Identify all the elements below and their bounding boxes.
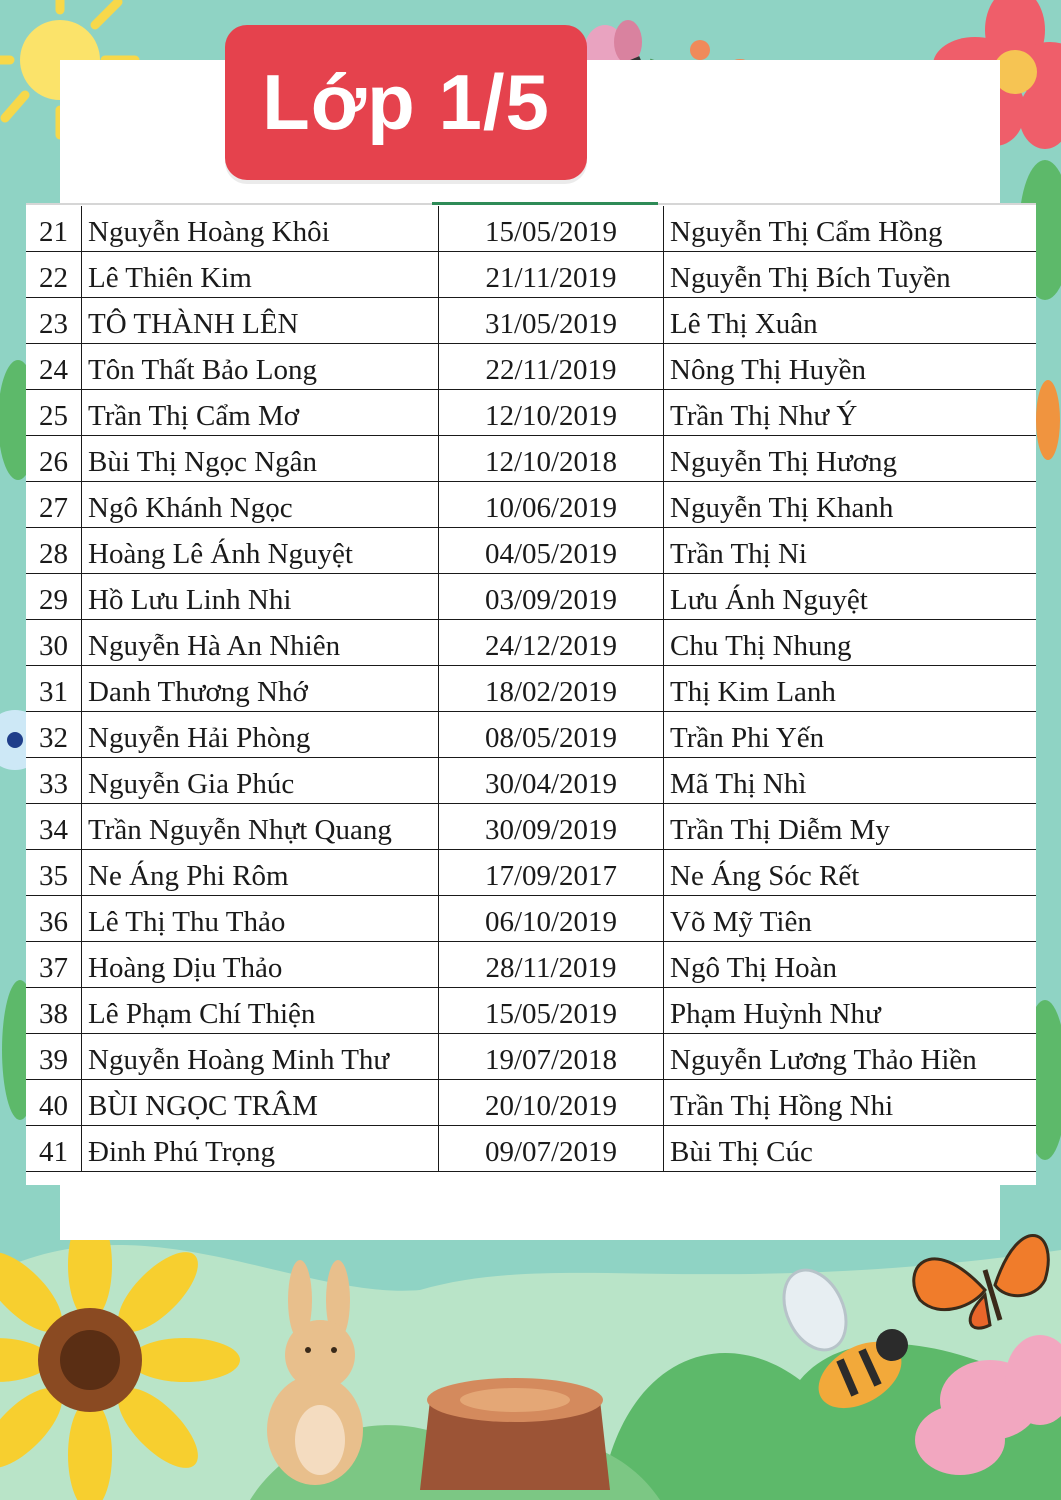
table-row bbox=[26, 988, 1036, 1034]
parent-name-cell[interactable]: Chu Thị Nhung bbox=[664, 620, 1037, 666]
student-name-cell[interactable]: Nguyễn Gia Phúc bbox=[82, 758, 439, 804]
student-name-cell[interactable]: Ngô Khánh Ngọc bbox=[82, 482, 439, 528]
class-title-badge bbox=[225, 25, 587, 180]
parent-name-cell[interactable]: Trần Thị Như Ý bbox=[664, 390, 1037, 436]
student-name-cell[interactable]: Nguyễn Hà An Nhiên bbox=[82, 620, 439, 666]
birth-date-cell[interactable]: 03/09/2019 bbox=[439, 574, 664, 620]
student-name-cell[interactable]: Tôn Thất Bảo Long bbox=[82, 344, 439, 390]
row-number-cell[interactable]: 27 bbox=[26, 482, 82, 528]
row-number-cell[interactable]: 25 bbox=[26, 390, 82, 436]
birth-date-cell[interactable]: 15/05/2019 bbox=[439, 206, 664, 252]
student-name-cell[interactable]: Hoàng Lê Ánh Nguyệt bbox=[82, 528, 439, 574]
student-name-cell[interactable]: Nguyễn Hoàng Minh Thư bbox=[82, 1034, 439, 1080]
birth-date-cell[interactable]: 12/10/2018 bbox=[439, 436, 664, 482]
student-name-cell[interactable]: Nguyễn Hải Phòng bbox=[82, 712, 439, 758]
birth-date-cell[interactable]: 12/10/2019 bbox=[439, 390, 664, 436]
birth-date-cell[interactable]: 24/12/2019 bbox=[439, 620, 664, 666]
parent-name-cell[interactable]: Trần Thị Ni bbox=[664, 528, 1037, 574]
table-row bbox=[26, 666, 1036, 712]
student-name-cell[interactable]: Danh Thương Nhớ bbox=[82, 666, 439, 712]
table-row bbox=[26, 1126, 1036, 1172]
student-name-cell[interactable]: BÙI NGỌC TRÂM bbox=[82, 1080, 439, 1126]
parent-name-cell[interactable]: Ngô Thị Hoàn bbox=[664, 942, 1037, 988]
row-number-cell[interactable]: 41 bbox=[26, 1126, 82, 1172]
birth-date-cell[interactable]: 22/11/2019 bbox=[439, 344, 664, 390]
student-name-cell[interactable]: TÔ THÀNH LÊN bbox=[82, 298, 439, 344]
table-row bbox=[26, 252, 1036, 298]
parent-name-cell[interactable]: Nguyễn Thị Khanh bbox=[664, 482, 1037, 528]
row-number-cell[interactable]: 30 bbox=[26, 620, 82, 666]
parent-name-cell[interactable]: Nguyễn Lương Thảo Hiền bbox=[664, 1034, 1037, 1080]
parent-name-cell[interactable]: Nguyễn Thị Bích Tuyền bbox=[664, 252, 1037, 298]
table-row bbox=[26, 390, 1036, 436]
birth-date-cell[interactable]: 09/07/2019 bbox=[439, 1126, 664, 1172]
row-number-cell[interactable]: 28 bbox=[26, 528, 82, 574]
cell-selection-marker bbox=[432, 202, 658, 205]
birth-date-cell[interactable]: 21/11/2019 bbox=[439, 252, 664, 298]
parent-name-cell[interactable]: Lưu Ánh Nguyệt bbox=[664, 574, 1037, 620]
table-row bbox=[26, 620, 1036, 666]
student-name-cell[interactable]: Ne Áng Phi Rôm bbox=[82, 850, 439, 896]
student-name-cell[interactable]: Nguyễn Hoàng Khôi bbox=[82, 206, 439, 252]
birth-date-cell[interactable]: 10/06/2019 bbox=[439, 482, 664, 528]
parent-name-cell[interactable]: Trần Thị Diễm My bbox=[664, 804, 1037, 850]
row-number-cell[interactable]: 21 bbox=[26, 206, 82, 252]
student-name-cell[interactable]: Hồ Lưu Linh Nhi bbox=[82, 574, 439, 620]
table-row bbox=[26, 344, 1036, 390]
parent-name-cell[interactable]: Trần Phi Yến bbox=[664, 712, 1037, 758]
row-number-cell[interactable]: 33 bbox=[26, 758, 82, 804]
birth-date-cell[interactable]: 15/05/2019 bbox=[439, 988, 664, 1034]
birth-date-cell[interactable]: 31/05/2019 bbox=[439, 298, 664, 344]
page-title: Lớp 1/5 bbox=[262, 58, 550, 146]
row-number-cell[interactable]: 24 bbox=[26, 344, 82, 390]
parent-name-cell[interactable]: Ne Áng Sóc Rết bbox=[664, 850, 1037, 896]
row-number-cell[interactable]: 23 bbox=[26, 298, 82, 344]
parent-name-cell[interactable]: Mã Thị Nhì bbox=[664, 758, 1037, 804]
table-row bbox=[26, 942, 1036, 988]
birth-date-cell[interactable]: 20/10/2019 bbox=[439, 1080, 664, 1126]
table-row bbox=[26, 850, 1036, 896]
parent-name-cell[interactable]: Nguyễn Thị Hương bbox=[664, 436, 1037, 482]
birth-date-cell[interactable]: 17/09/2017 bbox=[439, 850, 664, 896]
table-row bbox=[26, 574, 1036, 620]
table-row bbox=[26, 528, 1036, 574]
table-row bbox=[26, 482, 1036, 528]
birth-date-cell[interactable]: 06/10/2019 bbox=[439, 896, 664, 942]
table-row bbox=[26, 804, 1036, 850]
table-row bbox=[26, 298, 1036, 344]
parent-name-cell[interactable]: Bùi Thị Cúc bbox=[664, 1126, 1037, 1172]
table-row bbox=[26, 436, 1036, 482]
row-number-cell[interactable]: 35 bbox=[26, 850, 82, 896]
row-number-cell[interactable]: 37 bbox=[26, 942, 82, 988]
parent-name-cell[interactable]: Trần Thị Hồng Nhi bbox=[664, 1080, 1037, 1126]
parent-name-cell[interactable]: Nông Thị Huyền bbox=[664, 344, 1037, 390]
birth-date-cell[interactable]: 30/09/2019 bbox=[439, 804, 664, 850]
tree-stump-icon bbox=[420, 1378, 610, 1490]
parent-name-cell[interactable]: Phạm Huỳnh Như bbox=[664, 988, 1037, 1034]
student-name-cell[interactable]: Đinh Phú Trọng bbox=[82, 1126, 439, 1172]
parent-name-cell[interactable]: Võ Mỹ Tiên bbox=[664, 896, 1037, 942]
student-name-cell[interactable]: Trần Nguyễn Nhựt Quang bbox=[82, 804, 439, 850]
student-name-cell[interactable]: Hoàng Dịu Thảo bbox=[82, 942, 439, 988]
table-row bbox=[26, 1080, 1036, 1126]
birth-date-cell[interactable]: 04/05/2019 bbox=[439, 528, 664, 574]
parent-name-cell[interactable]: Nguyễn Thị Cẩm Hồng bbox=[664, 206, 1037, 252]
row-number-cell[interactable]: 32 bbox=[26, 712, 82, 758]
student-roster-table bbox=[26, 206, 1036, 1172]
row-number-cell[interactable]: 36 bbox=[26, 896, 82, 942]
row-number-cell[interactable]: 34 bbox=[26, 804, 82, 850]
birth-date-cell[interactable]: 30/04/2019 bbox=[439, 758, 664, 804]
student-name-cell[interactable]: Lê Phạm Chí Thiện bbox=[82, 988, 439, 1034]
row-number-cell[interactable]: 40 bbox=[26, 1080, 82, 1126]
row-number-cell[interactable]: 22 bbox=[26, 252, 82, 298]
parent-name-cell[interactable]: Thị Kim Lanh bbox=[664, 666, 1037, 712]
birth-date-cell[interactable]: 19/07/2018 bbox=[439, 1034, 664, 1080]
student-name-cell[interactable]: Bùi Thị Ngọc Ngân bbox=[82, 436, 439, 482]
birth-date-cell[interactable]: 18/02/2019 bbox=[439, 666, 664, 712]
table-row bbox=[26, 1034, 1036, 1080]
parent-name-cell[interactable]: Lê Thị Xuân bbox=[664, 298, 1037, 344]
table-row bbox=[26, 896, 1036, 942]
row-number-cell[interactable]: 29 bbox=[26, 574, 82, 620]
table-row bbox=[26, 206, 1036, 252]
table-row bbox=[26, 758, 1036, 804]
row-number-cell[interactable]: 31 bbox=[26, 666, 82, 712]
row-number-cell[interactable]: 39 bbox=[26, 1034, 82, 1080]
row-number-cell[interactable]: 38 bbox=[26, 988, 82, 1034]
birth-date-cell[interactable]: 28/11/2019 bbox=[439, 942, 664, 988]
roster-body bbox=[26, 206, 1036, 1172]
student-name-cell[interactable]: Lê Thiên Kim bbox=[82, 252, 439, 298]
table-row bbox=[26, 712, 1036, 758]
student-name-cell[interactable]: Lê Thị Thu Thảo bbox=[82, 896, 439, 942]
row-number-cell[interactable]: 26 bbox=[26, 436, 82, 482]
student-name-cell[interactable]: Trần Thị Cẩm Mơ bbox=[82, 390, 439, 436]
birth-date-cell[interactable]: 08/05/2019 bbox=[439, 712, 664, 758]
